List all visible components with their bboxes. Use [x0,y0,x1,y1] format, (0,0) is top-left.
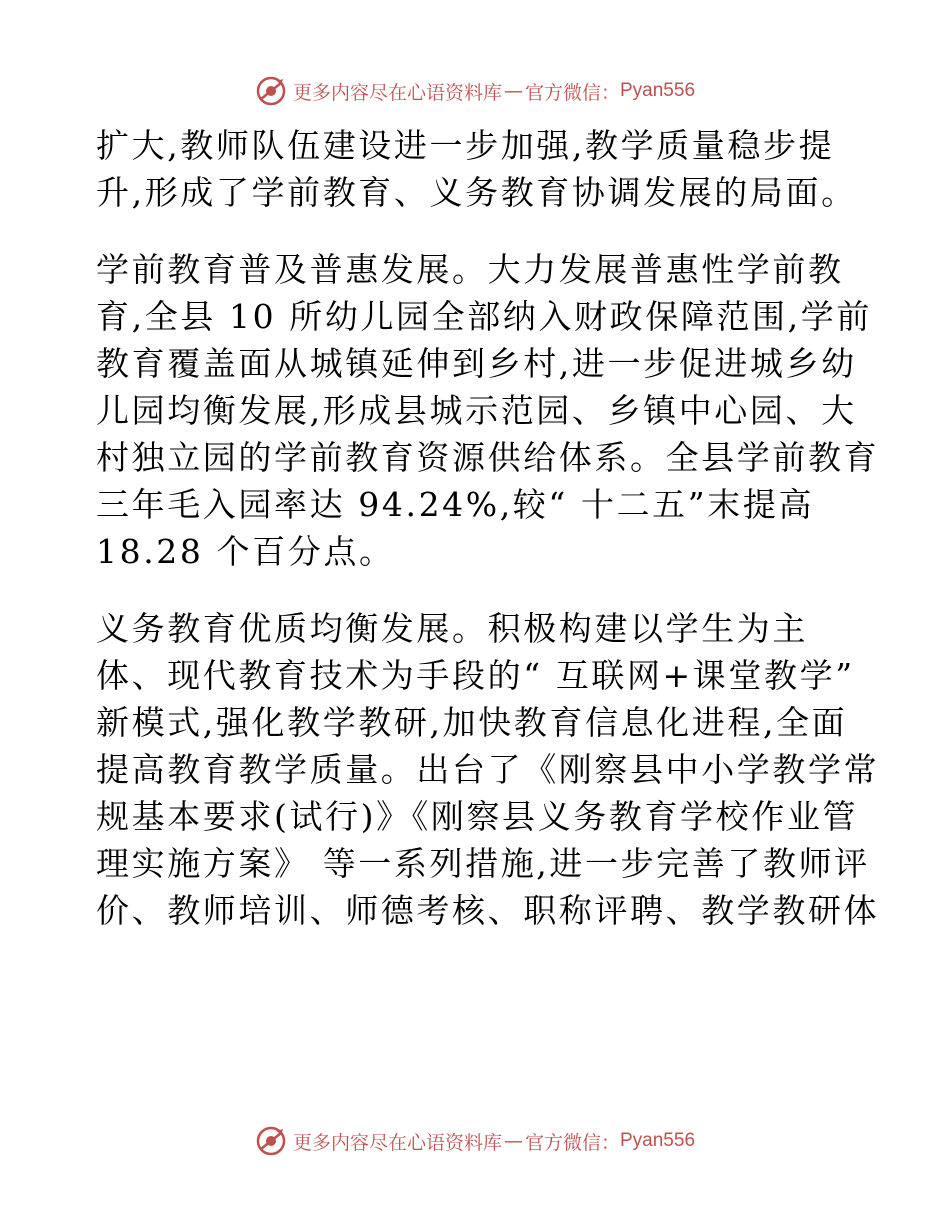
watermark-wechat-label: 官方微信： [524,1131,620,1154]
text-line: 理实施方案》 等一系列措施,进一步完善了教师评 [96,844,870,883]
paragraph [96,605,880,934]
watermark-site-text: 更多内容尽在心语资料库 [292,1131,502,1154]
watermark-wechat-label: 官方微信： [524,81,620,104]
text-line: 价、教师培训、师德考核、职称评聘、教学教研体 [96,891,880,930]
brand-logo-icon [255,1125,287,1157]
text-line: 规基本要求(试行)》《刚察县义务教育学校作业管 [96,797,859,836]
paragraph [96,122,856,216]
watermark-dash: — [503,80,523,102]
text-line: 18.28 个百分点。 [96,532,395,571]
brand-logo-icon [255,75,287,107]
footer-watermark [0,1124,950,1158]
text-line: 三年毛入园率达 94.24%,较“ 十二五”末提高 [96,485,815,524]
watermark-dash: — [503,1130,523,1152]
text-line: 扩大,教师队伍建设进一步加强,教学质量稳步提 [96,126,835,165]
text-line: 儿园均衡发展,形成县城示范园、乡镇中心园、大 [96,391,857,430]
text-line: 育,全县 10 所幼儿园全部纳入财政保障范围,学前 [96,297,872,336]
paragraph [96,246,880,575]
header-watermark [0,74,950,108]
text-line: 教育覆盖面从城镇延伸到乡村,进一步促进城乡幼 [96,344,857,383]
watermark-wechat-id: Pyan556 [620,80,696,101]
text-line: 村独立园的学前教育资源供给体系。全县学前教育 [96,438,880,477]
text-line: 新模式,强化教学教研,加快教育信息化进程,全面 [96,703,848,742]
text-line: 学前教育普及普惠发展。大力发展普惠性学前教 [96,250,844,289]
text-line: 义务教育优质均衡发展。积极构建以学生为主 [96,609,808,648]
text-line: 提高教育教学质量。出台了《刚察县中小学教学常 [96,750,880,789]
text-line: 体、现代教育技术为手段的“ 互联网+课堂教学” [96,656,855,695]
document-body [96,122,880,934]
watermark-site-text: 更多内容尽在心语资料库 [292,81,502,104]
text-line: 升,形成了学前教育、义务教育协调发展的局面。 [96,173,857,212]
watermark-wechat-id: Pyan556 [620,1130,696,1151]
